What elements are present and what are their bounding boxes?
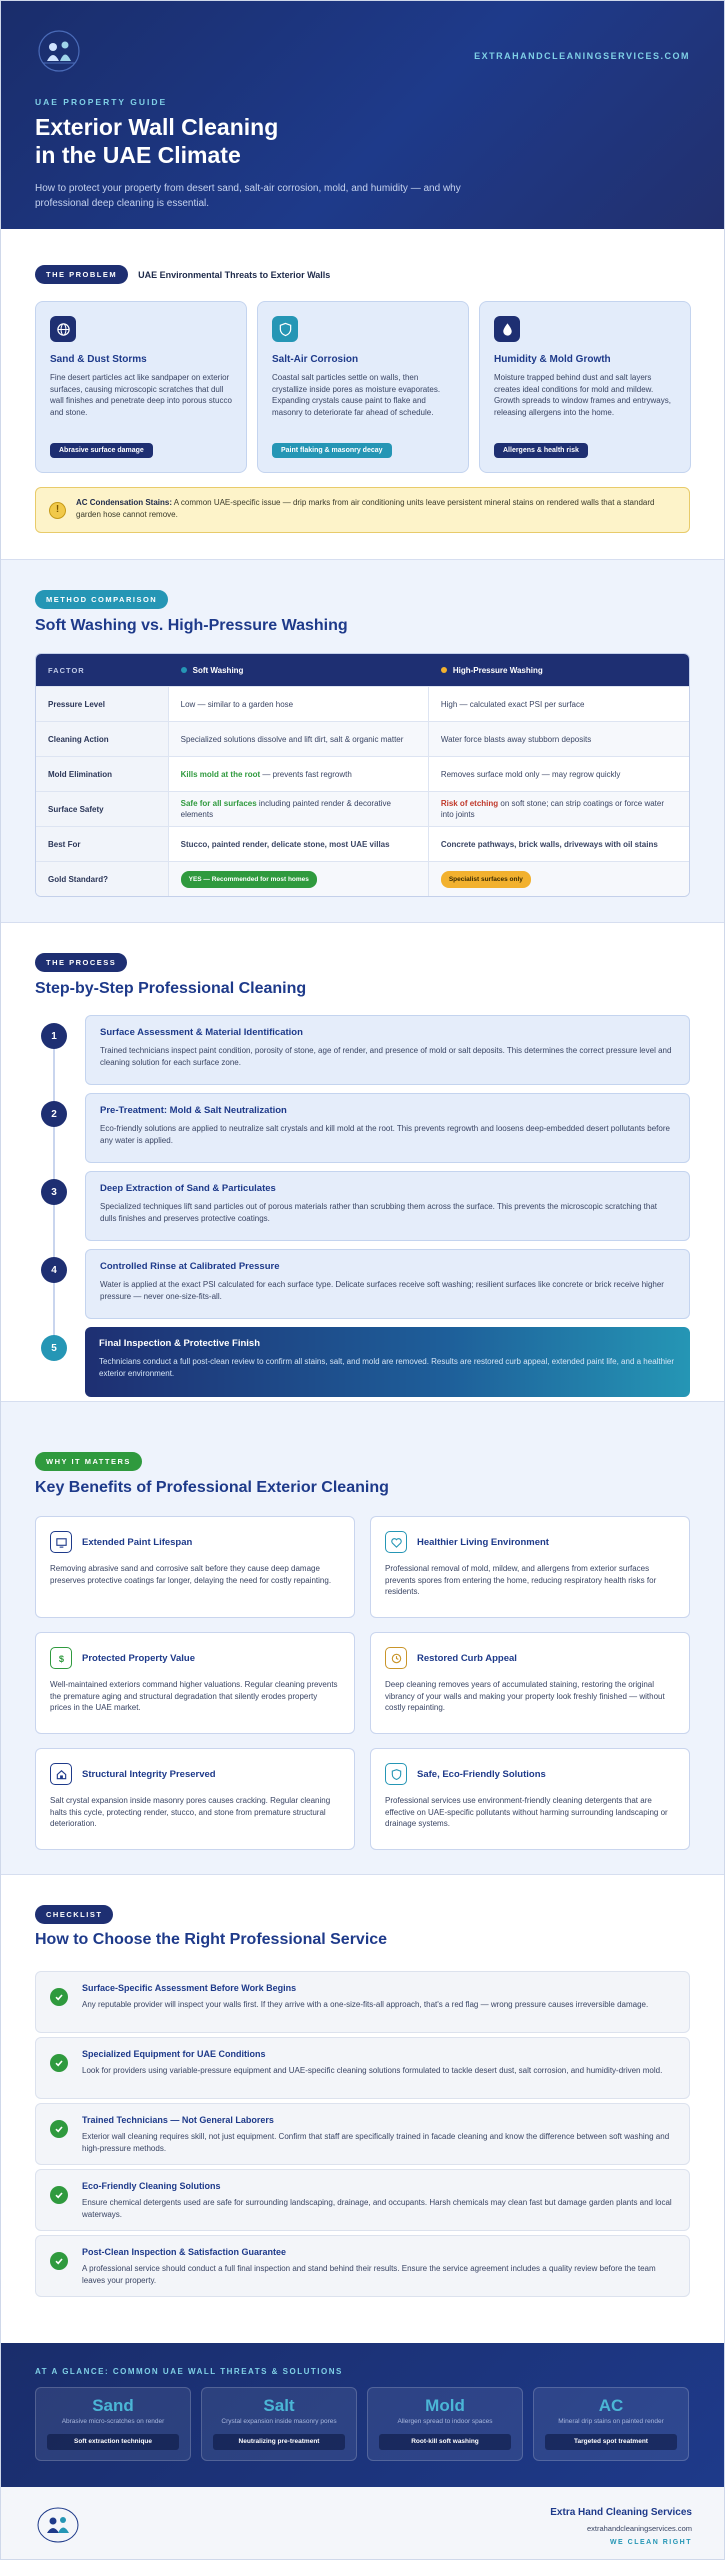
soft-dot-icon: [181, 667, 187, 673]
glance-desc: Crystal expansion inside masonry pores: [221, 2418, 337, 2425]
page-title: [35, 113, 455, 169]
checklist-item-text: Any reputable provider will inspect your walls first. If they arrive with a one-size-fits-all approach, that's a red flag — wrong pressure causes irreversible damage.: [82, 2000, 649, 2009]
header-high-pressure: [429, 654, 689, 686]
row-soft: [169, 862, 429, 896]
row-high-strong: Risk of etching: [440, 799, 499, 808]
step-title: Deep Extraction of Sand & Particulates: [100, 1183, 276, 1194]
benefit-text: Professional removal of mold, mildew, and allergens from exterior surfaces prevents spores from entering the home, reducing respiratory health risks for residents.: [385, 1564, 657, 1596]
benefit-title: Protected Property Value: [82, 1652, 195, 1664]
table-row: [36, 756, 689, 791]
method-pill: METHOD COMPARISON: [35, 590, 168, 609]
header-high-label: High-Pressure Washing: [452, 665, 543, 675]
threat-card-salt: [257, 301, 469, 473]
checklist-item-text: Ensure chemical detergents used are safe for surrounding landscaping, drainage, and occupants. Harsh chemicals may clean fast but damage garden plants and local waterways.: [82, 2198, 672, 2219]
step-number: 4: [41, 1257, 67, 1283]
specialist-badge: Specialist surfaces only: [441, 871, 531, 888]
checklist-item: [35, 1971, 690, 2033]
glance-label: AT A GLANCE: COMMON UAE WALL THREATS & SOLUTIONS: [35, 2367, 343, 2376]
page-title-line-1: Exterior Wall Cleaning: [35, 114, 279, 140]
row-factor: Gold Standard?: [36, 862, 169, 896]
glance-solution: Soft extraction technique: [47, 2434, 179, 2450]
row-high: Removes surface mold only — may regrow quickly: [440, 769, 621, 779]
table-row: [36, 826, 689, 861]
glance-card: [35, 2387, 191, 2461]
hero-eyebrow: UAE PROPERTY GUIDE: [35, 97, 168, 107]
row-high: [429, 792, 689, 826]
benefit-title: Safe, Eco-Friendly Solutions: [417, 1768, 546, 1780]
row-soft: Specialized solutions dissolve and lift dirt, salt & organic matter: [169, 722, 429, 756]
row-factor: Cleaning Action: [36, 722, 169, 756]
checklist-title: How to Choose the Right Professional Service: [35, 1931, 388, 1948]
checklist-item-title: Eco-Friendly Cleaning Solutions: [82, 2181, 221, 2191]
hero-website[interactable]: EXTRAHANDCLEANINGSERVICES.COM: [474, 51, 690, 61]
process-pill: THE PROCESS: [35, 953, 127, 972]
step-text: Specialized techniques lift sand particles out of porous materials rather than scrubbing them across the surface. This prevents the microscopic scratching that dulls finishes and preserves protective coatings.: [100, 1202, 658, 1223]
step-card: [85, 1015, 690, 1085]
checkmark-icon: [50, 2252, 68, 2270]
glance-card: [367, 2387, 523, 2461]
row-high: [429, 862, 689, 896]
step-card: [85, 1171, 690, 1241]
benefits-title: Key Benefits of Professional Exterior Cleaning: [35, 1479, 389, 1496]
glance-desc: Mineral drip stains on painted render: [558, 2418, 664, 2425]
benefit-title: Restored Curb Appeal: [417, 1652, 517, 1664]
problem-heading: UAE Environmental Threats to Exterior Walls: [138, 269, 331, 280]
footer-company-name: Extra Hand Cleaning Services: [550, 2507, 692, 2518]
hero-subtitle: How to protect your property from desert sand, salt-air corrosion, mold, and humidity — and why professional deep cleaning is essential.: [35, 183, 461, 209]
row-soft: Stucco, painted render, delicate stone, most UAE villas: [169, 827, 429, 861]
page-title-line-2: in the UAE Climate: [35, 142, 241, 168]
step-number: 1: [41, 1023, 67, 1049]
benefit-text: Salt crystal expansion inside masonry pores causes cracking. Regular cleaning halts this cycle, protecting render, stucco, and stone from premature structural deterioration.: [50, 1796, 331, 1828]
high-dot-icon: [441, 667, 447, 673]
benefit-title: Structural Integrity Preserved: [82, 1768, 216, 1780]
footer-logo-icon: [35, 2505, 81, 2545]
footer-website-link[interactable]: extrahandcleaningservices.com: [586, 2524, 692, 2533]
hero-header: [1, 1, 724, 229]
row-factor: Mold Elimination: [36, 757, 169, 791]
svg-text:$: $: [58, 1653, 64, 1664]
threat-title: Humidity & Mold Growth: [494, 354, 611, 365]
threat-tag: Allergens & health risk: [494, 443, 588, 458]
row-soft: Low — similar to a garden hose: [169, 687, 429, 721]
row-soft: [169, 757, 429, 791]
checklist-item: [35, 2103, 690, 2165]
glance-card: [533, 2387, 689, 2461]
benefit-card: [370, 1748, 690, 1850]
checklist-item-title: Trained Technicians — Not General Laborers: [82, 2115, 274, 2125]
row-soft: [169, 792, 429, 826]
row-factor: Pressure Level: [36, 687, 169, 721]
checklist-item: [35, 2235, 690, 2297]
row-high-rest: on soft stone; can strip coatings or force water into joints: [440, 799, 665, 819]
globe-icon: [50, 316, 76, 342]
header-soft-label: Soft Washing: [192, 665, 244, 675]
checklist-item-text: A professional service should conduct a full final inspection and stand behind their results. Ensure the service agreement includes a quality review before the team leaves your property.: [82, 2264, 656, 2285]
method-title: Soft Washing vs. High-Pressure Washing: [35, 617, 348, 634]
benefit-text: Well-maintained exteriors command higher valuations. Regular cleaning prevents the premature aging and structural degradation that silently erodes property prices in the UAE market.: [50, 1680, 338, 1712]
threat-title: Salt-Air Corrosion: [272, 354, 359, 365]
checkmark-icon: [50, 2054, 68, 2072]
benefit-card: [35, 1748, 355, 1850]
step-text: Eco-friendly solutions are applied to neutralize salt crystals and kill mold at the root. This prevents regrowth and loosens deep-embedded desert pollutants before any water is applied.: [100, 1124, 670, 1145]
checklist-item-text: Look for providers using variable-pressure equipment and UAE-specific cleaning solutions formulated to tackle desert dust, salt corrosion, and humidity-driven mold.: [82, 2066, 663, 2075]
benefit-text: Deep cleaning removes years of accumulated staining, restoring the original vibrancy of your walls and making your property look freshly finished — without costly repainting.: [385, 1680, 665, 1712]
checkmark-icon: [50, 2120, 68, 2138]
comparison-table: [35, 653, 690, 897]
benefits-pill: WHY IT MATTERS: [35, 1452, 142, 1471]
checklist-item: [35, 2169, 690, 2231]
table-row: [36, 861, 689, 896]
step-number: 5: [41, 1335, 67, 1361]
benefit-text: Removing abrasive sand and corrosive salt before they cause deep damage preserves protective coatings far longer, delaying the need for costly repainting.: [50, 1564, 332, 1585]
at-a-glance-section: [1, 2343, 725, 2487]
checkmark-icon: [50, 2186, 68, 2204]
threat-text: Coastal salt particles settle on walls, then crystallize inside pores as moisture evaporates. Expanding crystals cause paint to flake and masonry to deteriorate far ahead of schedule.: [272, 373, 441, 417]
row-soft-strong: Safe for all surfaces: [180, 799, 257, 808]
glance-solution: Targeted spot treatment: [545, 2434, 677, 2450]
step-text: Technicians conduct a full post-clean review to confirm all stains, salt, and mold are removed. Results are restored curb appeal, extended paint life, and a healthier exterior environment.: [99, 1357, 674, 1378]
droplet-icon: [494, 316, 520, 342]
checklist-item: [35, 2037, 690, 2099]
step-title: Surface Assessment & Material Identification: [100, 1027, 303, 1038]
step-title: Controlled Rinse at Calibrated Pressure: [100, 1261, 280, 1272]
checklist-item-text: Exterior wall cleaning requires skill, not just equipment. Confirm that staff are specifically trained in facade cleaning and know the difference between soft washing and high-pressure methods.: [82, 2132, 670, 2153]
row-soft-rest: including painted render & decorative elements: [180, 799, 391, 819]
header-factor: FACTOR: [48, 665, 85, 675]
step-card-final: [85, 1327, 690, 1397]
threat-text: Fine desert particles act like sandpaper on exterior surfaces, causing microscopic scratches that dull wall finishes and penetrate deep into porous stucco and stone.: [50, 373, 232, 417]
checklist-item-title: Surface-Specific Assessment Before Work Begins: [82, 1983, 297, 1993]
problem-pill: THE PROBLEM: [35, 265, 128, 284]
process-title: Step-by-Step Professional Cleaning: [35, 980, 307, 997]
checklist-item-title: Specialized Equipment for UAE Conditions: [82, 2049, 266, 2059]
benefit-card: [370, 1516, 690, 1618]
table-header-row: [36, 654, 689, 686]
benefits-section: [1, 1401, 725, 1875]
row-factor: Best For: [36, 827, 169, 861]
shield-icon: [272, 316, 298, 342]
glance-desc: Allergen spread to indoor spaces: [397, 2418, 493, 2425]
threat-tag: Abrasive surface damage: [50, 443, 153, 458]
benefit-card: [35, 1632, 355, 1734]
benefit-card: [370, 1632, 690, 1734]
footer: [1, 2487, 725, 2560]
step-number: 3: [41, 1179, 67, 1205]
dollar-icon: [50, 1647, 72, 1669]
shield-check-icon: [385, 1763, 407, 1785]
row-soft-strong: Kills mold at the root: [180, 769, 261, 779]
threat-title: Sand & Dust Storms: [50, 354, 147, 365]
checklist-pill: CHECKLIST: [35, 1905, 113, 1924]
glance-word: Salt: [263, 2396, 295, 2415]
checklist-item-title: Post-Clean Inspection & Satisfaction Guarantee: [82, 2247, 287, 2257]
process-section: [1, 923, 725, 1401]
clock-icon: [385, 1647, 407, 1669]
table-row: [36, 721, 689, 756]
problem-header: [35, 265, 330, 284]
heart-icon: [385, 1531, 407, 1553]
benefit-card: [35, 1516, 355, 1618]
glance-word: Sand: [92, 2396, 134, 2415]
benefit-text: Professional services use environment-friendly cleaning detergents that are effective on UAE-specific pollutants without harming surrounding landscaping or drainage systems.: [385, 1796, 668, 1828]
row-soft-rest: — prevents fast regrowth: [260, 769, 352, 779]
glance-solution: Root-kill soft washing: [379, 2434, 511, 2450]
monitor-icon: [50, 1531, 72, 1553]
threat-tag: Paint flaking & masonry decay: [272, 443, 392, 458]
alert-label: AC Condensation Stains:: [76, 498, 173, 507]
alert-text: A common UAE-specific issue — drip marks from air conditioning units leave persistent mineral stains on rendered walls that a standard garden hose cannot remove.: [76, 498, 655, 519]
glance-word: AC: [598, 2396, 624, 2415]
table-row: [36, 686, 689, 721]
checklist-section: [1, 1875, 725, 2343]
ac-condensation-alert: [35, 487, 690, 533]
glance-solution: Neutralizing pre-treatment: [213, 2434, 345, 2450]
checkmark-icon: [50, 1988, 68, 2006]
house-icon: [50, 1763, 72, 1785]
footer-tagline: WE CLEAN RIGHT: [609, 2539, 692, 2546]
benefit-title: Extended Paint Lifespan: [82, 1536, 193, 1548]
glance-desc: Abrasive micro-scratches on render: [61, 2418, 165, 2425]
threat-card-humidity: [479, 301, 691, 473]
step-card: [85, 1093, 690, 1163]
table-row: [36, 791, 689, 826]
step-title: Pre-Treatment: Mold & Salt Neutralization: [100, 1105, 287, 1116]
step-title: Final Inspection & Protective Finish: [99, 1338, 260, 1349]
row-high: High — calculated exact PSI per surface: [440, 699, 585, 709]
company-logo-icon: [35, 27, 83, 75]
step-number: 2: [41, 1101, 67, 1127]
problem-section: [1, 229, 725, 559]
recommended-badge: YES — Recommended for most homes: [181, 871, 317, 888]
row-factor: Surface Safety: [36, 792, 169, 826]
method-comparison-section: [1, 559, 725, 923]
row-high: Water force blasts away stubborn deposits: [429, 722, 689, 756]
step-text: Trained technicians inspect paint condition, porosity of stone, age of render, and presence of mold or salt deposits. This determines the correct pressure level and cleaning solution for each surface zone.: [100, 1046, 672, 1067]
glance-word: Mold: [425, 2396, 465, 2415]
header-soft-washing: [169, 654, 429, 686]
step-card: [85, 1249, 690, 1319]
benefit-title: Healthier Living Environment: [417, 1536, 549, 1548]
threat-card-sand: [35, 301, 247, 473]
threat-text: Moisture trapped behind dust and salt layers creates ideal conditions for mold and mildew. Growth spreads to window frames and entryways, releasing allergens into the home.: [494, 373, 671, 417]
row-high: Concrete pathways, brick walls, driveways with oil stains: [440, 839, 658, 849]
glance-card: [201, 2387, 357, 2461]
warning-icon: [49, 502, 66, 519]
step-text: Water is applied at the exact PSI calculated for each surface type. Delicate surfaces receive soft washing; resilient surfaces like concrete or brick receive higher pressure — never one-size-fits-all.: [100, 1280, 664, 1301]
